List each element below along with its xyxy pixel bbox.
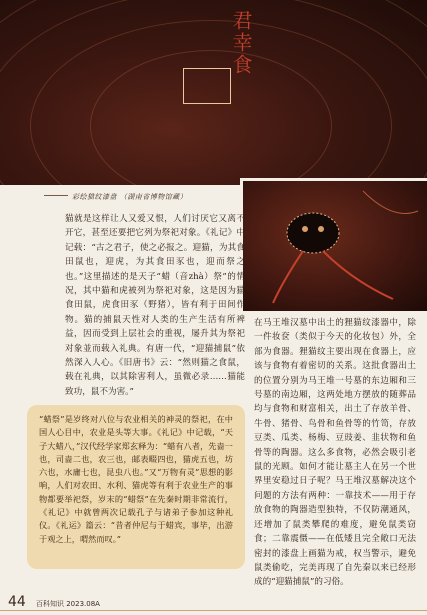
left-column-text: 猫就是这样让人又爱又恨，人们讨厌它又离不开它，甚至还要把它列为祭祀对象。《礼记》中记载：“古之君子，使之必报之。迎猫，为其食田鼠也，迎虎，为其食田豕也，迎而祭之也。”这里描述的是天子“蜡（音zhà）祭”的情况，其中猫和虎被列为祭祀对象，这是因为猫食田鼠，虎食田豕（野猪），皆有利于田间作物。猫的捕鼠天性对人类的生产生活有所裨益，因而受到上层社会的重视，屡升其为祭祀对象並而载入礼典。有唐一代，“迎猫捕鼠”依然深入人心。《旧唐书》云：“然则猫之食鼠，载在礼典，以其除害利人，虽微必录……猫能致功，鼠不为害。” [65,214,245,397]
figure-caption: 彩绘猫纹漆盘 （湖南省博物馆藏） [72,193,188,201]
cat-pattern-icon [243,181,427,311]
quote-text: “蜡祭”是岁终对八位与农业相关的神灵的祭祀，在中国人心目中，农业是头等大事。《礼记》中记载，“天子大蜡八，”汉代经学家郑玄释为：“蜡有八者，先啬一也，司啬二也，农三也，邮表畷四也，猫虎五也，坊六也，水庸七也，昆虫八也。”又“万物有灵”思想的影响，人们对农田、水利、猫虎等有利于农业生产的事物都要举祀祭，岁末的“蜡祭”在先秦时期非常流行，《礼记》中就曾两次记载孔子与诸弟子参加这种礼仪。《礼运》篇云：“昔者仲尼与于蜡宾，事毕，出游于观之上，喟然而叹。” [39,414,233,544]
footer-divider [0,610,427,611]
caption-divider [44,195,68,196]
quote-box [27,405,245,569]
seal-inscription: 君幸食 [229,10,253,76]
cat-detail-photo [240,178,427,311]
lacquer-plate-photo [0,0,427,185]
page-number: 44 [8,594,26,610]
magazine-source: 百科知识 2023.08A [36,600,100,608]
right-column-text: 在马王堆汉墓中出土的狸猫纹漆器中，除一件妆奁（类似于今天的化妆包）外，全部为食器。狸猫纹主要出现在食器上，应该与食物有着密切的关系。这批食器出土的位置分别为马王堆一号墓的东边厢和三号墓的南边厢，这两处地方摆放的随葬品均与食物和财富相关，出土了存放羊骨、牛骨、猪骨、鸟骨和鱼骨等的竹笥，存放豆类、瓜类、杨梅、豆豉姜、韭状物和鱼骨等的陶器。这么多食物，必然会吸引老鼠的光顾。如何才能让墓主人在另一个世界里安稳过日子呢？马王堆汉墓解决这个问题的方法有两种：一靠技术——用于存放食物的陶器造型独特，不仅防潮通风，还增加了鼠类攀爬的难度，避免鼠类窃食；二靠震慑——在低矮且完全敞口无法密封的漆盘上画猫为戒，权当警示，避免鼠类偷吃，完美再现了自先秦以来已经形成的“迎猫捕鼠”的习俗。 [254,318,416,588]
